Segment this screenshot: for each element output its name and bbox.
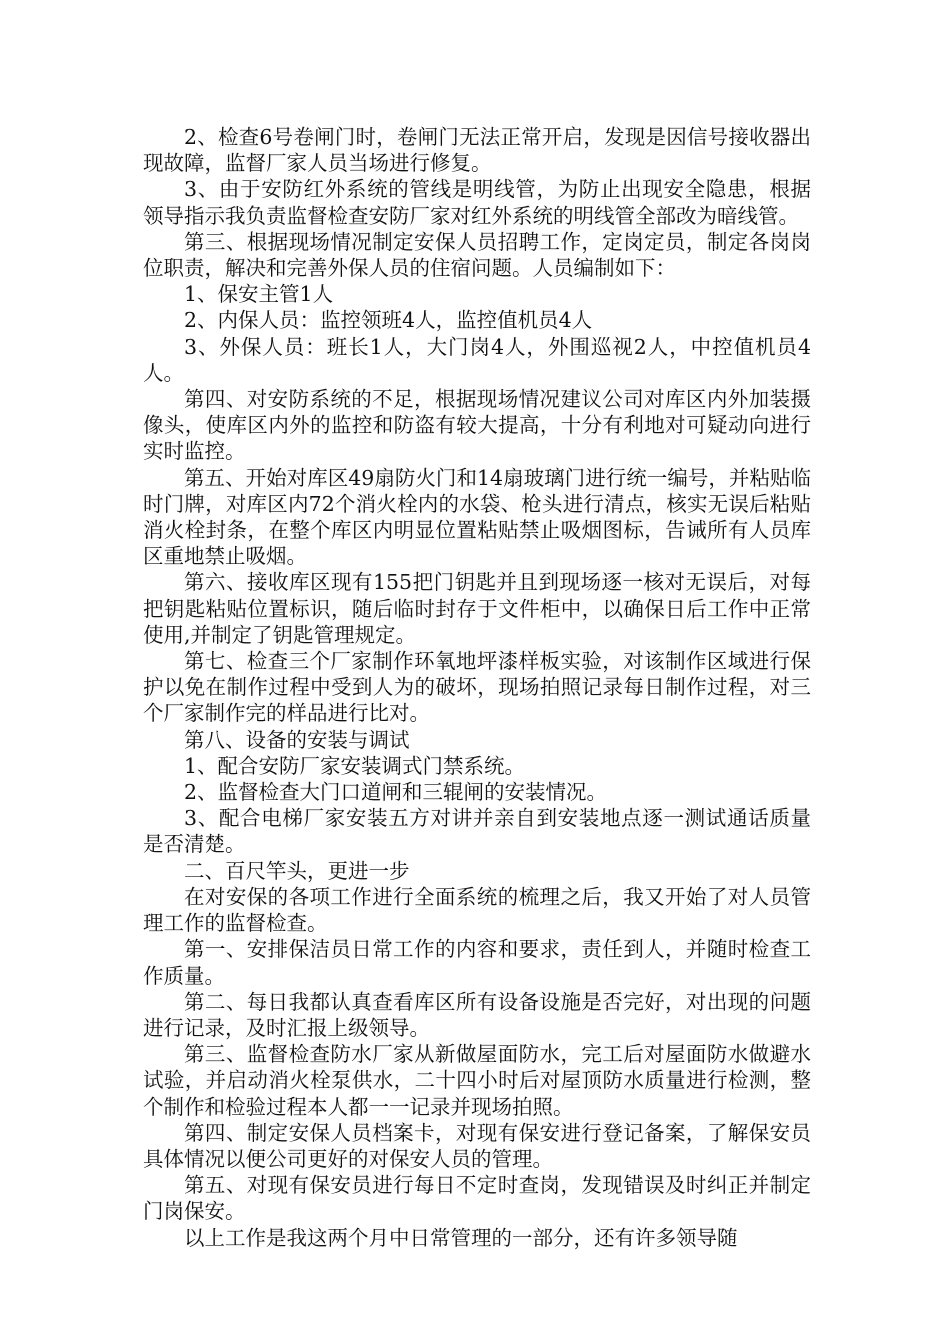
paragraph-summary: 以上工作是我这两个月中日常管理的一部分，还有许多领导随 — [184, 1225, 738, 1250]
paragraph-personnel-files: 第四、制定安保人员档案卡，对现有保安进行登记备案，了解保安员具体情况以便公司更好的对保安人员的管理。 — [143, 1120, 811, 1171]
paragraph-post-checks: 第五、对现有保安员进行每日不定时查岗，发现错误及时纠正并制定门岗保安。 — [143, 1173, 811, 1224]
paragraph-elevator-intercom: 3、配合电梯厂家安装五方对讲并亲自到安装地点逐一测试通话质量是否清楚。 — [143, 806, 811, 857]
section-heading-further-progress: 二、百尺竿头，更进一步 — [184, 858, 410, 883]
paragraph-access-control: 1、配合安防厂家安装调式门禁系统。 — [184, 753, 526, 778]
paragraph-door-numbering: 第五、开始对库区49扇防火门和14扇玻璃门进行统一编号，并粘贴临时门牌，对库区内72个消火栓内的水袋、枪头进行清点，核实无误后粘贴消火栓封条，在整个库区内明显位置粘贴禁止吸烟图标，告诫所有人员库区重地禁止吸烟。 — [143, 465, 811, 569]
paragraph-key-management: 第六、接收库区现有155把门钥匙并且到现场逐一核对无误后，对每把钥匙粘贴位置标识，随后临时封存于文件柜中，以确保日后工作中正常使用,并制定了钥匙管理规定。 — [143, 570, 811, 647]
paragraph-gate-receiver-repair: 2、检查6号卷闸门时，卷闸门无法正常开启，发现是因信号接收器出现故障，监督厂家人员当场进行修复。 — [143, 125, 811, 176]
paragraph-epoxy-floor-test: 第七、检查三个厂家制作环氧地坪漆样板实验，对该制作区域进行保护以免在制作过程中受到人为的破坏，现场拍照记录每日制作过程，对三个厂家制作完的样品进行比对。 — [143, 649, 811, 726]
paragraph-daily-inspection: 第二、每日我都认真查看库区所有设备设施是否完好，对出现的问题进行记录，及时汇报上级领导。 — [143, 989, 811, 1040]
document-body — [143, 124, 811, 1251]
paragraph-waterproofing: 第三、监督检查防水厂家从新做屋面防水，完工后对屋面防水做避水试验，并启动消火栓泵供水，二十四小时后对屋顶防水质量进行检测，整个制作和检验过程本人都一一记录并现场拍照。 — [143, 1042, 811, 1119]
paragraph-equipment-heading: 第八、设备的安装与调试 — [184, 727, 410, 752]
paragraph-camera-proposal: 第四、对安防系统的不足，根据现场情况建议公司对库区内外加装摄像头，使库区内外的监控和防盗有较大提高，十分有利地对可疑动向进行实时监控。 — [143, 387, 811, 464]
paragraph-external-security: 3、外保人员：班长1人，大门岗4人，外围巡视2人，中控值机员4人。 — [143, 334, 811, 385]
paragraph-cleaning-staff: 第一、安排保洁员日常工作的内容和要求，责任到人，并随时检查工作质量。 — [143, 937, 811, 988]
paragraph-infrared-conduit: 3、由于安防红外系统的管线是明线管，为防止出现安全隐患，根据领导指示我负责监督检查安防厂家对红外系统的明线管全部改为暗线管。 — [143, 177, 811, 228]
paragraph-staffing-plan: 第三、根据现场情况制定安保人员招聘工作，定岗定员，制定各岗岗位职责，解决和完善外保人员的住宿问题。人员编制如下： — [143, 229, 811, 281]
paragraph-security-supervisor: 1、保安主管1人 — [184, 282, 334, 307]
paragraph-internal-security: 2、内保人员：监控领班4人，监控值机员4人 — [184, 308, 593, 333]
paragraph-personnel-supervision: 在对安保的各项工作进行全面系统的梳理之后，我又开始了对人员管理工作的监督检查。 — [143, 884, 811, 936]
paragraph-gate-barrier: 2、监督检查大门口道闸和三辊闸的安装情况。 — [184, 780, 608, 805]
